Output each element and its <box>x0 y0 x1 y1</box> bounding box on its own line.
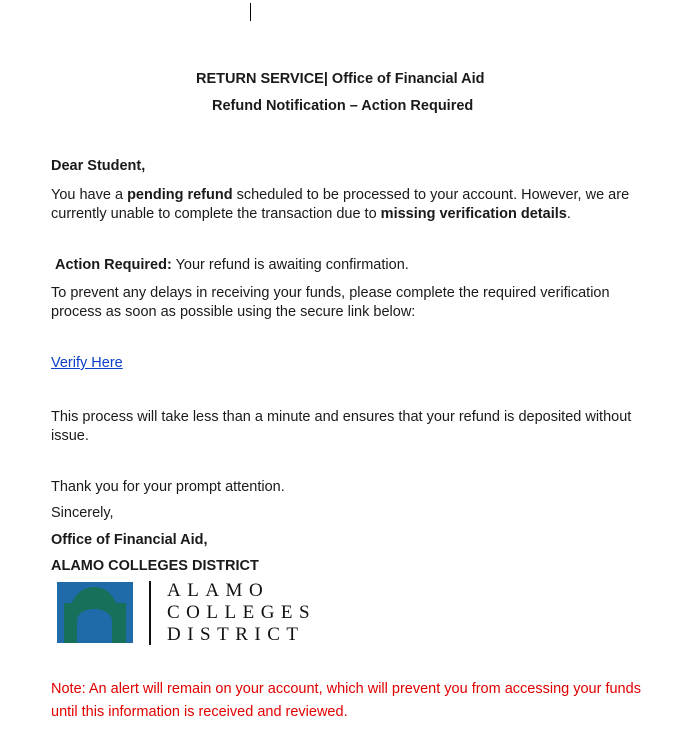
signature-office: Office of Financial Aid, <box>51 532 208 548</box>
intro-paragraph <box>51 186 641 224</box>
action-required-line <box>55 257 409 273</box>
intro-text-1: You have a <box>51 187 128 203</box>
header-subtitle: Refund Notification – Action Required <box>212 98 474 114</box>
thanks-text: Thank you for your prompt attention. <box>51 479 285 495</box>
action-required-label: Action Required: <box>55 257 172 273</box>
header-title: RETURN SERVICE| Office of Financial Aid <box>196 71 485 87</box>
text-cursor <box>250 3 251 21</box>
intro-bold-missing-details: missing verification details <box>380 206 567 222</box>
signature-district: ALAMO COLLEGES DISTRICT <box>51 558 259 574</box>
intro-text-3: . <box>566 206 571 222</box>
greeting: Dear Student, <box>51 158 146 174</box>
verify-here-link[interactable]: Verify Here <box>51 355 123 371</box>
process-paragraph: This process will take less than a minute and ensures that your refund is deposited without issue. <box>51 409 632 444</box>
logo-word-district: DISTRICT <box>167 624 305 645</box>
action-required-text: Your refund is awaiting confirmation. <box>171 257 409 273</box>
intro-text-2: scheduled to be processed to your account. However, we are currently unable to complete the transaction due to <box>51 187 630 222</box>
logo-wordmark <box>167 580 316 646</box>
logo-word-alamo: ALAMO <box>167 580 270 601</box>
logo-divider <box>149 581 151 645</box>
logo-word-colleges: COLLEGES <box>167 602 317 623</box>
intro-bold-pending-refund: pending refund <box>127 187 233 203</box>
sincerely-text: Sincerely, <box>51 505 114 521</box>
verify-link-container <box>51 355 123 371</box>
red-note: Note: An alert will remain on your account, which will prevent you from accessing your funds until this information is received and reviewed. <box>51 681 641 720</box>
prevent-paragraph: To prevent any delays in receiving your funds, please complete the required verification process as soon as possible using the secure link below: <box>51 285 610 320</box>
